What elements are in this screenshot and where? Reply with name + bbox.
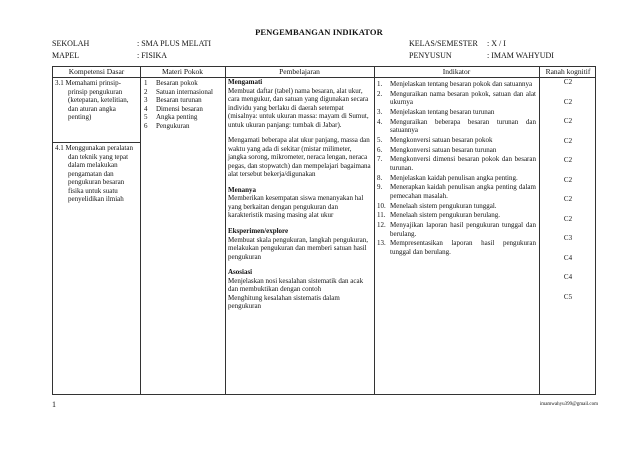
indikator-text: Menjelaskan tentang besaran turunan [390, 107, 495, 116]
materi-pokok-number: 6 [144, 121, 148, 130]
indikator-number: 12. [377, 221, 386, 230]
materi-pokok-text: Besaran pokok [156, 79, 198, 87]
indikator-item [377, 202, 536, 211]
indikator-number: 3. [377, 107, 383, 116]
indikator-text: Menguraikan beberapa besaran turunan dan satuannya [390, 117, 536, 135]
materi-pokok-number: 3 [144, 96, 148, 105]
materi-pokok-text: Satuan internasional [156, 87, 213, 96]
indikator-number: 13. [377, 239, 386, 248]
sekolah-label: SEKOLAH [52, 39, 90, 48]
pembelajaran-text: Menghitung kesalahan sistematis dalam pengukuran [228, 293, 340, 311]
mapel-label: MAPEL [52, 51, 80, 60]
ranah-kognitif-value: C2 [563, 214, 573, 223]
kd-text: 3.1 Memahami prinsip-prinsip pengukuran (ketepatan, ketelitian, dan aturan angka penting) [55, 79, 129, 122]
pembelajaran-heading: Asosiasi [228, 268, 253, 277]
materi-pokok-number: 2 [144, 87, 148, 96]
indikator-item [377, 211, 536, 220]
indikator-text: Mengkonversi dimensi besaran pokok dan besaran turunan. [390, 155, 536, 172]
document-title: PENGEMBANGAN INDIKATOR [255, 27, 383, 37]
materi-pokok-item [144, 113, 223, 122]
pembelajaran-cell [228, 78, 371, 311]
indikator-text: Menguraikan nama besaran pokok, satuan dan alat ukurnya [390, 89, 536, 107]
materi-pokok-item [144, 122, 223, 131]
kd-3-1 [55, 79, 137, 122]
ranah-kognitif-value: C4 [563, 273, 573, 281]
header-pembelajaran: Pembelajaran [279, 67, 320, 76]
mapel-value: : FISIKA [137, 51, 168, 60]
indikator-item [377, 183, 536, 200]
pembelajaran-heading: Menanya [228, 185, 256, 194]
indikator-item [377, 155, 536, 172]
indikator-number: 4. [377, 117, 383, 126]
indikator-number: 9. [377, 183, 383, 192]
indikator-item [377, 108, 536, 117]
kelas-label: KELAS/SEMESTER [409, 39, 478, 48]
indikator-list [377, 80, 536, 258]
header-indikator: Indikator [442, 67, 471, 76]
kd-4-1 [55, 144, 137, 204]
indikator-item [377, 80, 536, 89]
author-email: imamwahyu399@gmail.com [539, 402, 598, 407]
materi-pokok-text: Dimensi besaran [156, 104, 203, 113]
indikator-text: Menjelaskan tentang besaran pokok dan satuannya [390, 80, 533, 88]
pembelajaran-text: Mengamati beberapa alat ukur panjang, massa dan waktu yang ada di sekitar (mistar milimeter, jangka sorong, mikrometer, neraca lengan, neraca pegas, dan stopwatch) dan mempelajari bagaimana alat tersebut bekerja/digunakan [228, 136, 371, 179]
indikator-number: 5. [377, 135, 383, 144]
penyusun-value: : IMAM WAHYUDI [487, 51, 554, 60]
indikator-text: Mempresentasikan laporan hasil pengukuran tunggal dan berulang. [390, 239, 536, 256]
ranah-kognitif-value: C5 [563, 292, 573, 301]
kd-divider [53, 142, 140, 143]
ranah-kognitif-value: C2 [563, 156, 573, 164]
materi-pokok-list [144, 79, 223, 130]
pembelajaran-text: Membuat daftar (tabel) nama besaran, alat ukur, cara mengukur, dan satuan yang digunakan secara individu yang berlaku di daerah setempat (misalnya: untuk ukuran massa: mayam di Sumut, untuk ukuran panjang: tumbak di Jabar). [228, 86, 369, 129]
pembelajaran-text: Membuat skala pengukuran, langkah pengukuran, melakukan pengukuran dan memberi satuan hasil pengukuran [228, 235, 368, 261]
indikator-number: 1. [377, 80, 383, 88]
indikator-text: Mengkonversi satuan besaran pokok [390, 135, 493, 144]
indikator-item [377, 174, 536, 183]
materi-pokok-item [144, 88, 223, 97]
page-number: 1 [52, 400, 56, 409]
ranah-kognitif-value: C4 [563, 253, 573, 262]
materi-pokok-item [144, 105, 223, 114]
ranah-kognitif-value: C2 [563, 136, 573, 145]
indikator-item [377, 239, 536, 256]
kelas-value: : X / I [487, 39, 506, 48]
meta-penyusun [409, 51, 554, 61]
sekolah-value: : SMA PLUS MELATI [137, 39, 212, 48]
col-divider [225, 67, 226, 394]
kd-text: 4.1 Menggunakan peralatan dan teknik yang tepat dalam melakukan pengamatan dan pengukuran besaran fisika untuk suatu penyelidikan ilmiah [55, 144, 133, 204]
indikator-text: Menyajikan laporan hasil pengukuran tunggal dan berulang. [390, 221, 536, 238]
col-divider [140, 67, 141, 394]
pembelajaran-heading: Eksperimen/explore [228, 226, 289, 235]
ranah-kognitif-value: C2 [563, 97, 573, 106]
materi-pokok-item [144, 96, 223, 105]
materi-pokok-number: 4 [144, 104, 148, 113]
pembelajaran-text: Menjelaskan nosi kesalahan sistematik dan acak dan membuktikan dengan contoh [228, 276, 364, 294]
ranah-kognitif-value: C2 [563, 117, 573, 125]
indicator-table [52, 66, 596, 395]
indikator-item [377, 146, 536, 155]
penyusun-label: PENYUSUN [409, 51, 452, 60]
indikator-number: 10. [377, 201, 386, 210]
ranah-kognitif-list [539, 78, 597, 312]
meta-mapel [52, 51, 167, 61]
indikator-item [377, 118, 536, 135]
indikator-number: 7. [377, 155, 383, 164]
indikator-text: Mengkonversi satuan besaran turunan [390, 145, 497, 154]
header-kompetensi-dasar: Kompetensi Dasar [68, 67, 125, 76]
materi-pokok-text: Besaran turunan [156, 96, 202, 105]
ranah-kognitif-value: C2 [563, 195, 573, 203]
indikator-item [377, 221, 536, 238]
ranah-kognitif-value: C3 [563, 234, 573, 242]
indikator-text: Menerapkan kaidah penulisan angka penting dalam pemecahan masalah. [390, 183, 536, 200]
materi-pokok-text: Angka penting [156, 113, 198, 122]
indikator-number: 2. [377, 89, 383, 98]
ranah-kognitif-value: C2 [563, 78, 573, 86]
materi-pokok-number: 1 [144, 79, 148, 87]
materi-pokok-item [144, 79, 223, 88]
meta-kelas [409, 39, 506, 49]
materi-pokok-text: Pengukuran [156, 121, 190, 130]
ranah-kognitif-value: C2 [563, 175, 573, 184]
indikator-item [377, 90, 536, 107]
pembelajaran-heading: Mengamati [228, 78, 263, 86]
indikator-item [377, 136, 536, 145]
indikator-number: 6. [377, 145, 383, 154]
indikator-text: Menelaah sistem pengukuran berulang. [390, 211, 501, 220]
col-divider [374, 67, 375, 394]
pembelajaran-text: Memberikan kesempatan siswa menanyakan hal yang berkaitan dengan pengukuran dan karakteristik masing masing alat ukur [228, 194, 364, 220]
indikator-number: 11. [377, 211, 386, 220]
header-materi-pokok: Materi Pokok [161, 67, 204, 76]
indikator-text: Menjelaskan kaidah penulisan angka penting. [390, 173, 518, 182]
indikator-text: Menelaah sistem pengukuran tunggal. [390, 201, 497, 210]
meta-sekolah [52, 39, 211, 49]
header-ranah-kognitif: Ranah kognitif [545, 67, 591, 76]
materi-pokok-number: 5 [144, 113, 148, 122]
indikator-number: 8. [377, 173, 383, 182]
